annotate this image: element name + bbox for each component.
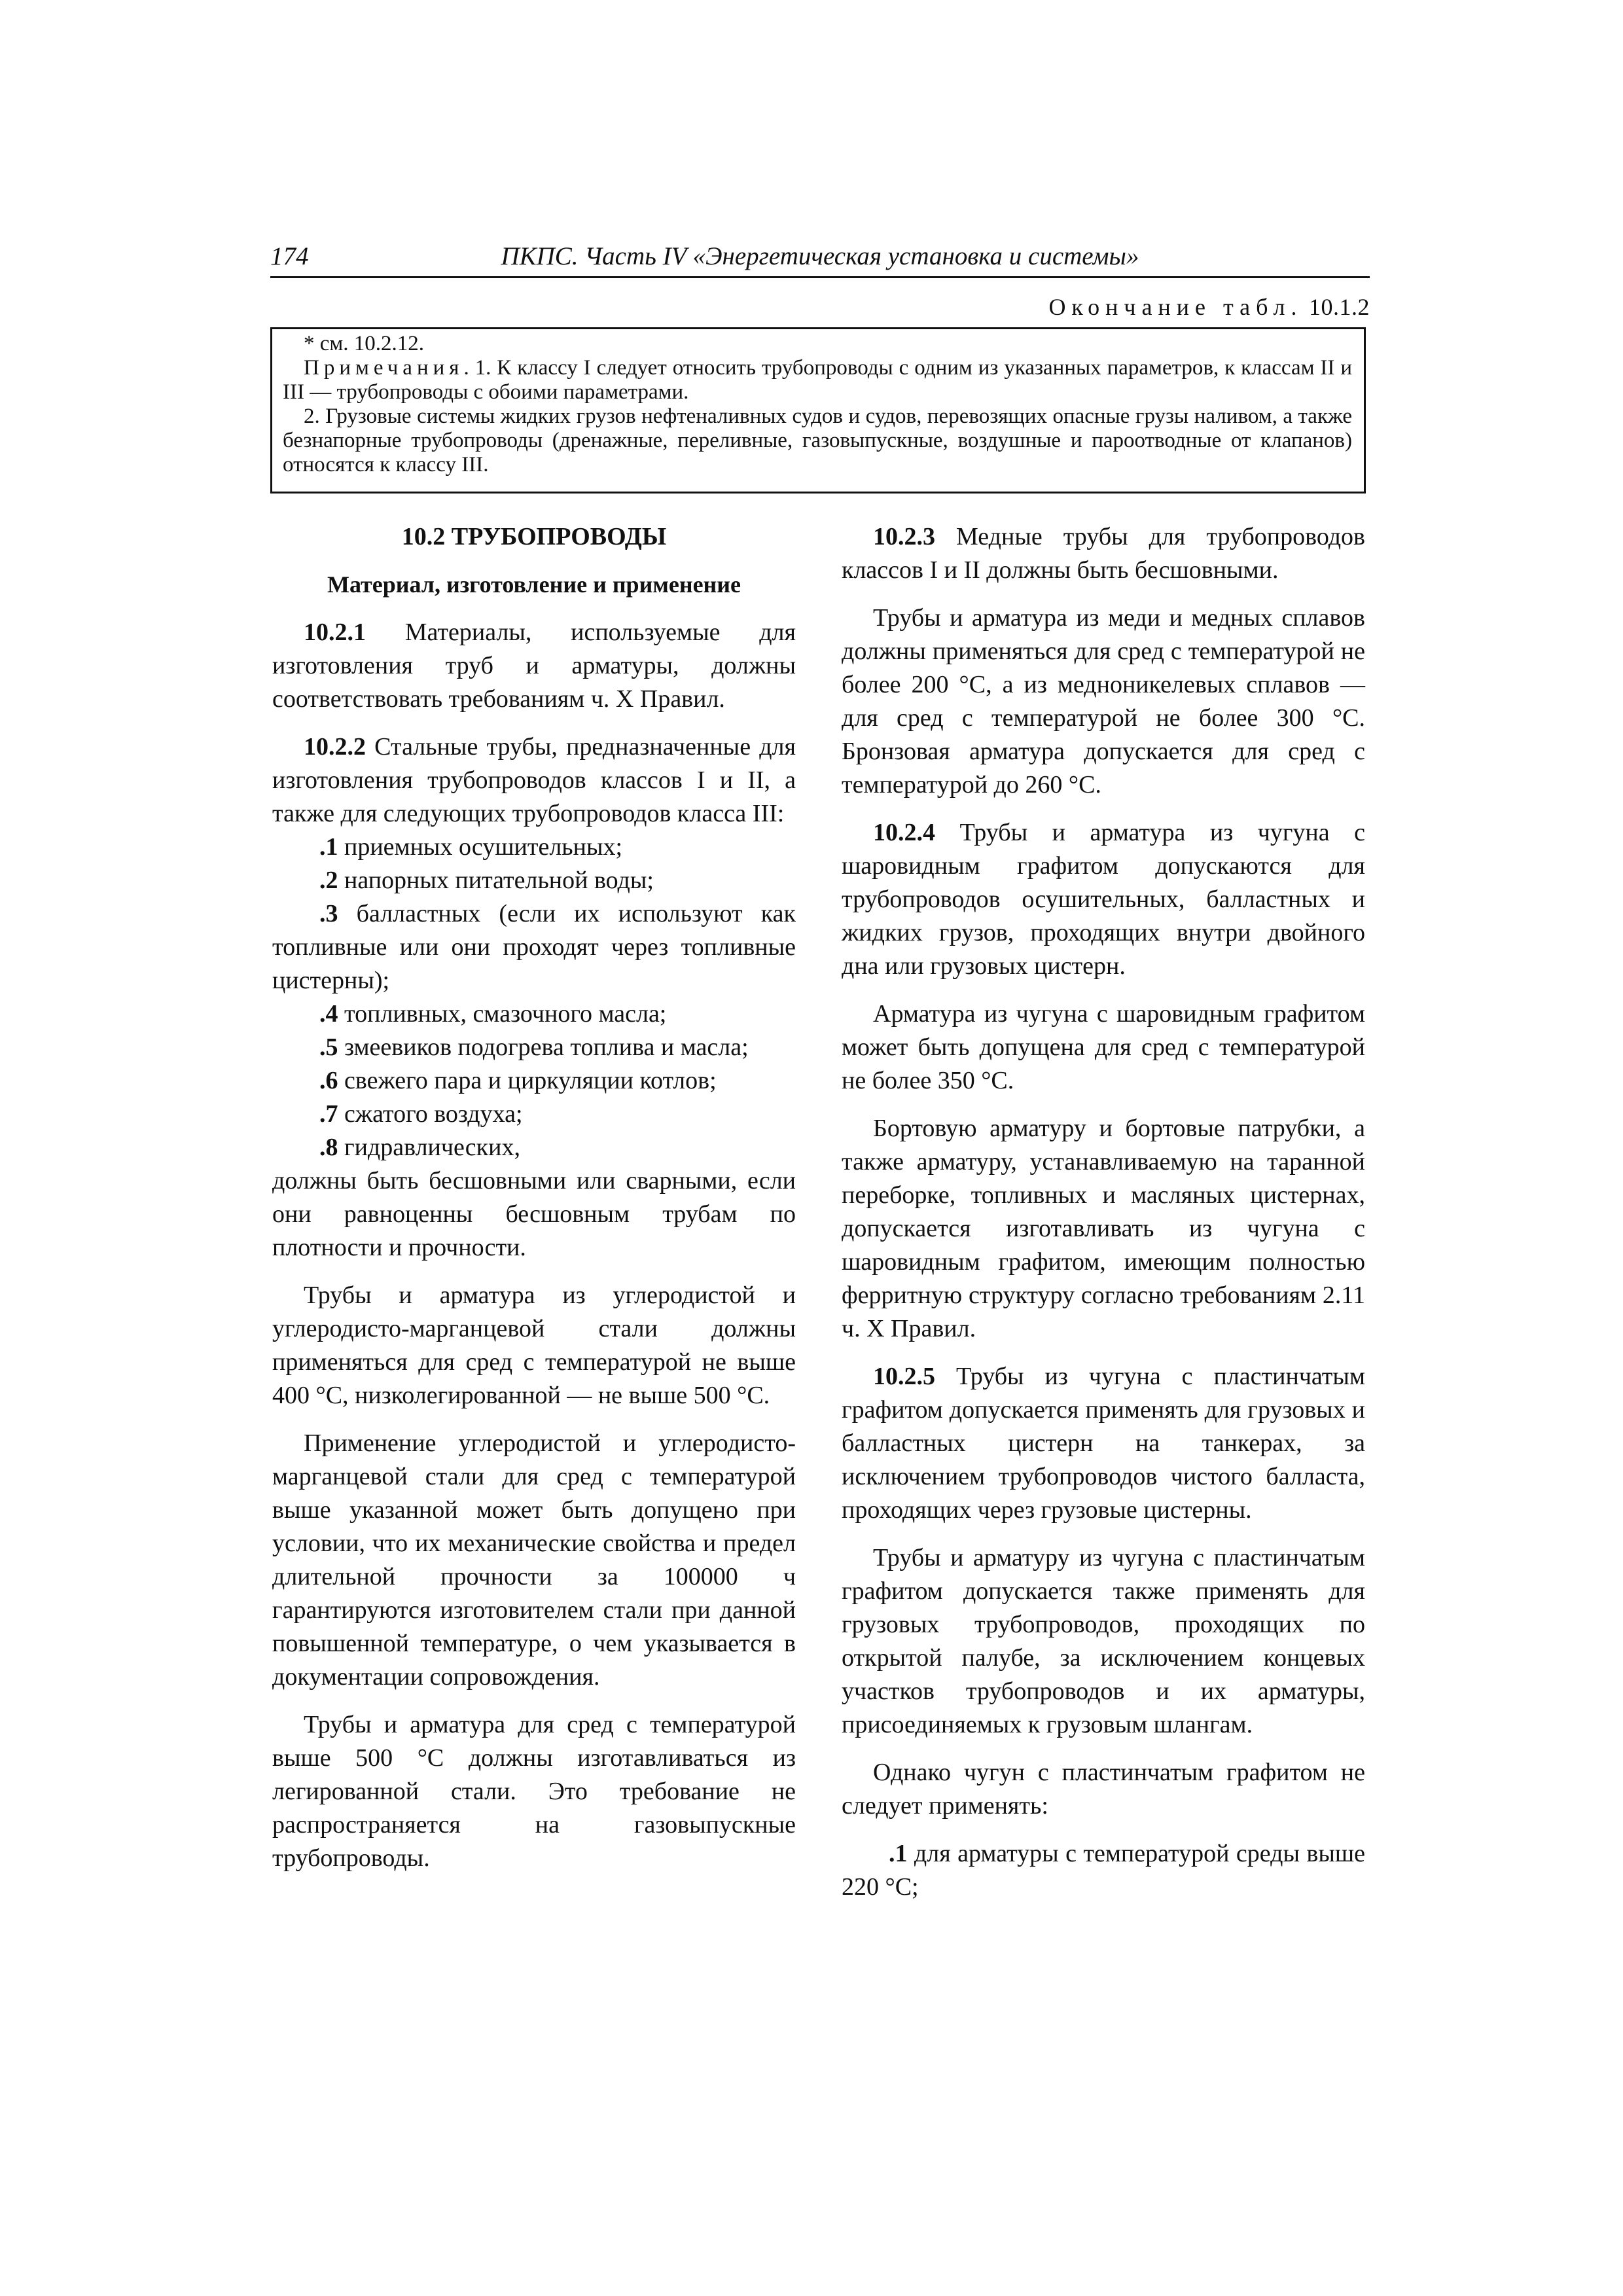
paragraph: Применение углеродистой и углеродисто-марганцевой стали для сред с температурой выше указанной может быть допущено при условии, что их механические свойства и предел длительной прочности за 100000 ч гарантируются изготовителем стали при данной повышенной температуре, о чем указывается в документации сопровождения. bbox=[272, 1429, 796, 1691]
list-item bbox=[272, 897, 796, 997]
clause-number: 10.2.5 bbox=[873, 1363, 935, 1390]
clause-number: 10.2.3 bbox=[873, 523, 935, 550]
table-notes-box bbox=[270, 327, 1366, 493]
section-subheading: Материал, изготовление и применение bbox=[327, 571, 741, 598]
list-item bbox=[272, 997, 796, 1031]
list-item bbox=[272, 831, 796, 864]
paragraph: Трубы и арматура из меди и медных сплавов должны применяться для сред с температурой не более 200 °С, а из медноникелевых сплавов — для сред с температурой не более 300 °С. Бронзовая арматура допускается для сред с температурой до 260 °С. bbox=[842, 604, 1365, 798]
paragraph: Трубы и арматуру из чугуна с пластинчатым графитом допускается также применять для грузовых трубопроводов, проходящих по открытой палубе, за исключением концевых участков трубопроводов и их арматуры, присоединяемых к грузовым шлангам. bbox=[842, 1544, 1365, 1738]
note-1-text: . 1. К классу I следует относить трубопроводы с одним из указанных параметров, к классам II и III — трубопроводы с обоими параметрами. bbox=[283, 356, 1352, 404]
paragraph: Бортовую арматуру и бортовые патрубки, а также арматуру, устанавливаемую на таранной переборке, топливных и масляных цистернах, допускается изготавливать из чугуна с шаровидным графитом, имеющим полностью ферритную структуру согласно требованиям 2.11 ч. X Правил. bbox=[842, 1115, 1365, 1342]
item-number: .2 bbox=[319, 867, 338, 894]
right-column bbox=[842, 520, 1365, 1904]
continuation-text: Окончание табл. bbox=[1048, 294, 1303, 320]
section-heading: 10.2 ТРУБОПРОВОДЫ bbox=[401, 523, 667, 550]
clause-text: Стальные трубы, предназначенные для изготовления трубопроводов классов I и II, а также для следующих трубопроводов класса III: bbox=[272, 733, 796, 827]
clause-10-2-2 bbox=[272, 730, 796, 831]
item-text: напорных питательной воды; bbox=[338, 867, 654, 894]
item-text: змеевиков подогрева топлива и масла; bbox=[338, 1033, 749, 1061]
paragraph: Трубы и арматура из углеродистой и углеродисто-марганцевой стали должны применяться для сред с температурой не выше 400 °С, низколегированной — не выше 500 °С. bbox=[272, 1282, 796, 1409]
item-text: топливных, смазочного масла; bbox=[338, 1000, 667, 1028]
item-text: приемных осушительных; bbox=[338, 833, 623, 861]
paragraph: Арматура из чугуна с шаровидным графитом может быть допущена для сред с температурой не более 350 °С. bbox=[842, 1000, 1365, 1094]
item-number: .4 bbox=[319, 1000, 338, 1028]
list-item bbox=[272, 1098, 796, 1131]
table-note-1 bbox=[283, 356, 1352, 404]
item-text: свежего пара и циркуляции котлов; bbox=[338, 1067, 717, 1094]
item-number: .6 bbox=[319, 1067, 338, 1094]
list-item bbox=[272, 1064, 796, 1098]
clause-10-2-5 bbox=[842, 1360, 1365, 1527]
item-number: .1 bbox=[889, 1840, 908, 1867]
clause-text: Материалы, используемые для изготовления труб и арматуры, должны соответствовать требованиям ч. X Правил. bbox=[272, 619, 796, 713]
item-text: для арматуры с температурой среды выше 220 °С; bbox=[842, 1840, 1365, 1901]
notes-label: Примечания bbox=[304, 356, 464, 380]
paragraph: Трубы и арматура для сред с температурой выше 500 °С должны изготавливаться из легированной стали. Это требование не распространяется на газовыпускные трубопроводы. bbox=[272, 1711, 796, 1872]
table-continuation-label bbox=[1048, 293, 1370, 321]
table-number: 10.1.2 bbox=[1309, 294, 1370, 320]
list-item bbox=[272, 1131, 796, 1164]
table-footnote: * см. 10.2.12. bbox=[304, 332, 425, 355]
clause-10-2-2-conclusion: должны быть бесшовными или сварными, если они равноценны бесшовным трубам по плотности и прочности. bbox=[272, 1167, 796, 1261]
clause-number: 10.2.1 bbox=[304, 619, 366, 646]
item-text: сжатого воздуха; bbox=[338, 1100, 523, 1128]
clause-10-2-1 bbox=[272, 616, 796, 716]
clause-text: Медные трубы для трубопроводов классов I и II должны быть бесшовными. bbox=[842, 523, 1365, 584]
item-number: .8 bbox=[319, 1134, 338, 1161]
item-number: .3 bbox=[319, 900, 338, 927]
item-number: .5 bbox=[319, 1033, 338, 1061]
list-item bbox=[272, 864, 796, 897]
list-item bbox=[272, 1031, 796, 1064]
clause-text: Трубы из чугуна с пластинчатым графитом допускается применять для грузовых и балластных цистерн на танкерах, за исключением трубопроводов чистого балласта, проходящих через грузовые цистерны. bbox=[842, 1363, 1365, 1524]
list-item bbox=[842, 1837, 1365, 1904]
left-column bbox=[272, 520, 796, 1875]
item-text: гидравлических, bbox=[338, 1134, 520, 1161]
item-text: балластных (если их используют как топливные или они проходят через топливные цистерны); bbox=[272, 900, 796, 994]
page-number: 174 bbox=[270, 242, 309, 270]
paragraph: Однако чугун с пластинчатым графитом не следует применять: bbox=[842, 1759, 1365, 1820]
clause-number: 10.2.2 bbox=[304, 733, 366, 761]
clause-text: Трубы и арматура из чугуна с шаровидным графитом допускаются для трубопроводов осушительных, балластных и жидких грузов, проходящих внутри двойного дна или грузовых цистерн. bbox=[842, 819, 1365, 980]
item-number: .7 bbox=[319, 1100, 338, 1128]
table-note-2: 2. Грузовые системы жидких грузов нефтеналивных судов и судов, перевозящих опасные грузы наливом, а также безнапорные трубопроводы (дренажные, переливные, газовыпускные, воздушные и пароотводные от клапанов) относятся к классу III. bbox=[283, 404, 1352, 476]
running-title: ПКПС. Часть IV «Энергетическая установка и системы» bbox=[501, 242, 1139, 270]
item-number: .1 bbox=[319, 833, 338, 861]
clause-10-2-4 bbox=[842, 816, 1365, 983]
page-header bbox=[270, 236, 1370, 278]
clause-10-2-3 bbox=[842, 520, 1365, 587]
clause-number: 10.2.4 bbox=[873, 819, 935, 846]
